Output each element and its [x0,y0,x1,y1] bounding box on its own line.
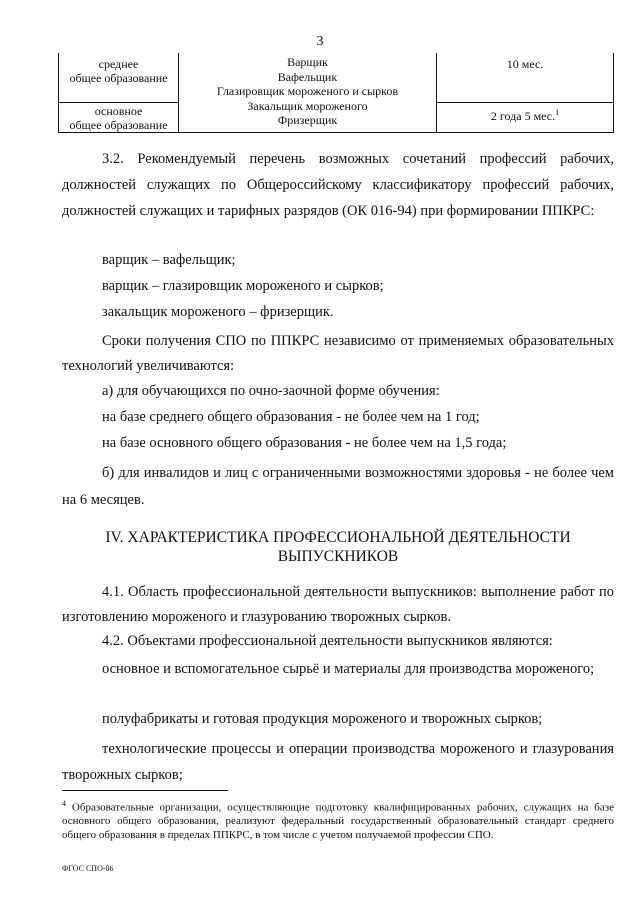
document-code: ФГОС СПО-06 [62,864,114,873]
footnote-text: Образовательные организации, осуществляющие подготовку квалифицированных рабочих, служащих на базе основного общего образования, реализуют федеральный государственный образовательный стандарт среднего общего образования в пределах ППКРС, в том числе с учетом получаемой профессии СПО. [62,801,615,841]
combination-item: варщик – глазировщик мороженого и сырков; [102,278,384,294]
footnote [62,797,614,842]
footnote-rule [62,790,228,791]
programs-table [58,53,614,133]
object-item: полуфабрикаты и готовая продукция мороженого и творожных сырков; [102,711,543,727]
paragraph-3-2: 3.2. Рекомендуемый перечень возможных сочетаний профессий рабочих, должностей служащих по Общероссийскому классификатору профессий рабочих, должностей служащих и тарифных разрядов (ОК 016-94) при формировании ППКРС: [62,151,614,219]
base-basic-line: на базе основного общего образования - не более чем на 1,5 года; [102,435,507,451]
object-item: технологические процессы и операции производства мороженого и глазурования творожных сырков; [62,741,614,783]
education-level-cell: среднее общее образование [69,57,168,85]
page-number: 3 [316,34,324,49]
term-cell: 2 года 5 мес.$^1$ [490,108,560,123]
section-4-heading-line-1: IV. ХАРАКТЕРИСТИКА ПРОФЕССИОНАЛЬНОЙ ДЕЯТЕЛЬНОСТИ [105,529,571,546]
base-secondary-line: на базе среднего общего образования - не более чем на 1 год; [102,409,480,425]
combination-item: закальщик мороженого – фризерщик. [102,304,334,320]
footnote-marker: 4 [62,799,66,808]
education-level-cell: основное общее образование [69,104,168,132]
paragraph-4-1: 4.1. Область профессиональной деятельности выпускников: выполнение работ по изготовлению мороженого и глазурованию творожных сырков. [62,584,614,625]
item-b: б) для инвалидов и лиц с ограниченными возможностями здоровья - не более чем на 6 месяцев. [62,465,614,508]
terms-paragraph: Сроки получения СПО по ППКРС независимо от применяемых образовательных технологий увеличиваются: [62,333,614,374]
section-4-heading-line-2: ВЫПУСКНИКОВ [277,548,399,565]
item-a: а) для обучающихся по очно-заочной форме обучения: [102,383,440,399]
professions-cell: Варщик Вафельщик Глазировщик мороженого и сырков Закальщик мороженого Фризерщик [216,55,399,128]
term-cell: 10 мес. [506,57,544,71]
paragraph-4-2: 4.2. Объектами профессиональной деятельности выпускников являются: [102,633,553,649]
combination-item: варщик – вафельщик; [102,252,236,268]
object-item: основное и вспомогательное сырьё и материалы для производства мороженого; [102,661,595,677]
